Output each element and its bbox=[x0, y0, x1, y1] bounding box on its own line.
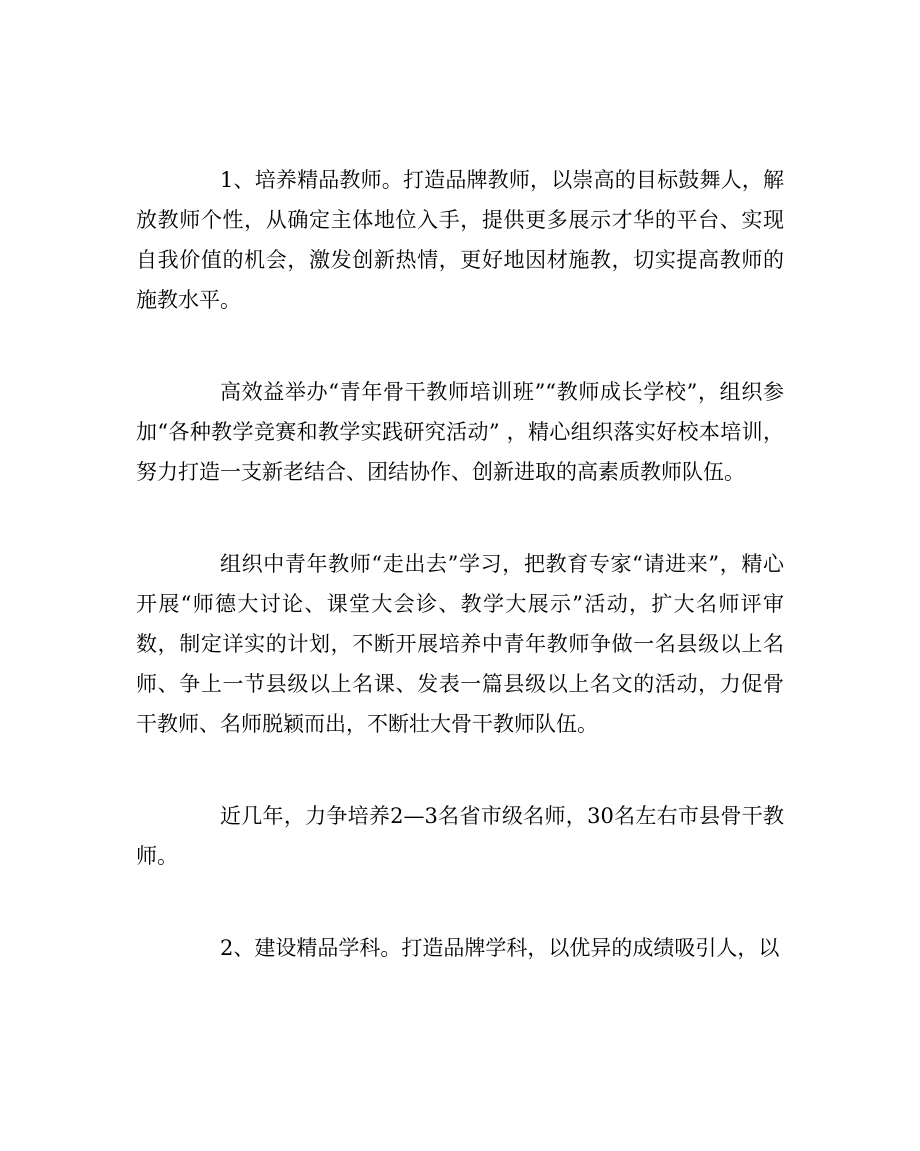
paragraph-teacher-training: 1、培养精品教师。打造品牌教师，以崇高的目标鼓舞人，解放教师个性，从确定主体地位入手，提供更多展示才华的平台、实现自我价值的机会，激发创新热情，更好地因材施教，切实提高教师的施教水平。 bbox=[136, 168, 784, 312]
paragraph-training-programs: 高效益举办“青年骨干教师培训班”“教师成长学校”，组织参加“各种教学竞赛和教学实践研究活动” ，精心组织落实好校本培训，努力打造一支新老结合、团结协作、创新进取的高素质教师队伍。 bbox=[136, 380, 784, 484]
paragraph-goals: 近几年，力争培养2—3名省市级名师，30名左右市县骨干教师。 bbox=[136, 804, 784, 868]
document-body bbox=[136, 160, 784, 968]
paragraph-famous-teachers: 组织中青年教师“走出去”学习，把教育专家“请进来”，精心开展“师德大讨论、课堂大会诊、教学大展示”活动，扩大名师评审数，制定详实的计划，不断开展培养中青年教师争做一名县级以上名师、争上一节县级以上名课、发表一篇县级以上名文的活动，力促骨干教师、名师脱颖而出，不断壮大骨干教师队伍。 bbox=[136, 552, 784, 736]
paragraph-subject-building: 2、建设精品学科。打造品牌学科，以优异的成绩吸引人，以 bbox=[220, 936, 780, 960]
